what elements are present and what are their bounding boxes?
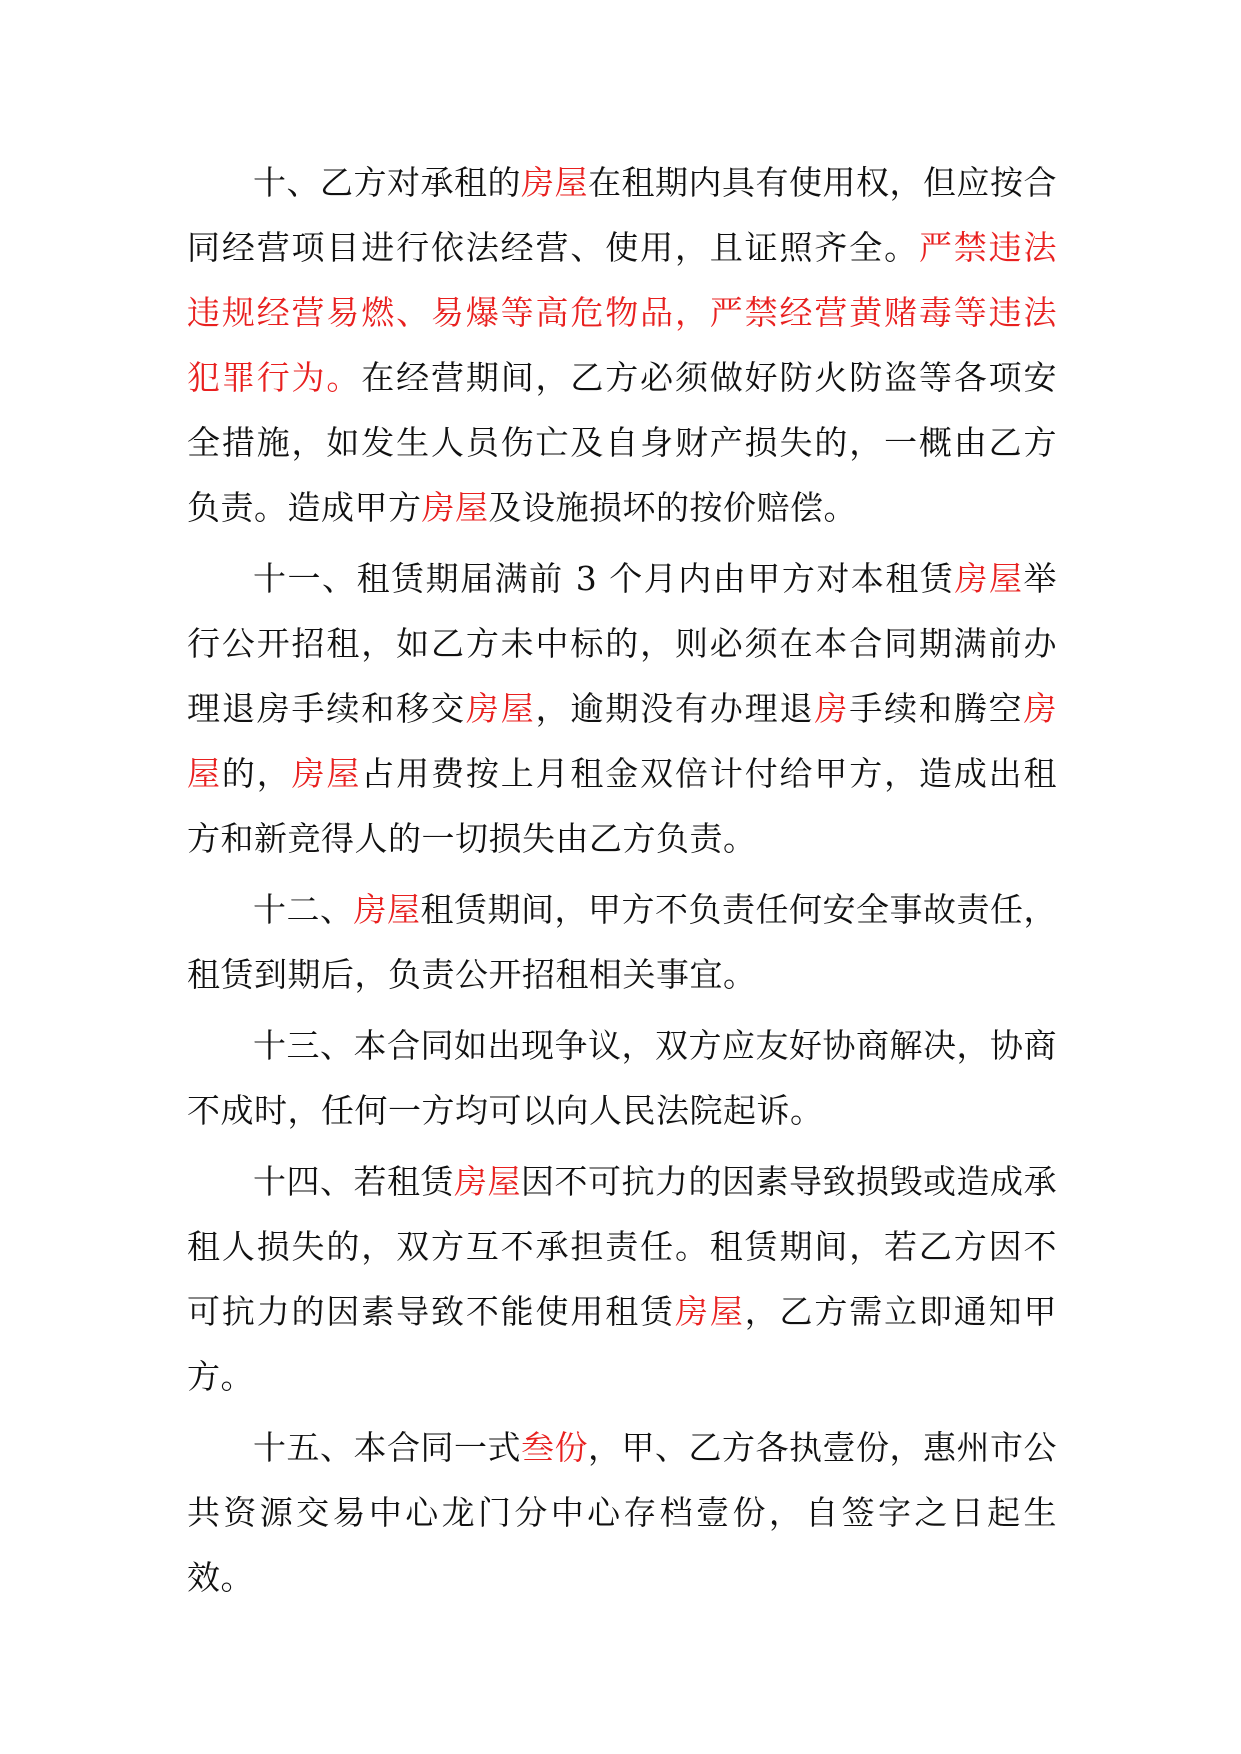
- clause-15: [187, 1415, 1057, 1610]
- clause-14: [187, 1149, 1057, 1409]
- clause-text: 十、乙方对承租的: [253, 163, 521, 202]
- clause-text: ，乙方需立即通知甲方。: [187, 1292, 1058, 1396]
- clause-text: 及设施损坏的按价赔偿。: [488, 488, 857, 527]
- highlighted-term: 房屋: [454, 1162, 521, 1201]
- clause-text: 十四、若租赁: [253, 1162, 454, 1201]
- highlighted-term: 房: [814, 689, 850, 728]
- highlighted-term: 房屋: [954, 559, 1024, 598]
- clause-10: [187, 150, 1057, 540]
- clause-text: ，逾期没有办理退: [535, 689, 815, 728]
- clause-text: 在租期内具有使用权，但应按合同经营项目进行依法经营、使用，且证照齐全。: [187, 163, 1057, 267]
- contract-clauses: [187, 150, 1057, 1616]
- clause-text: 十三、本合同如出现争议，双方应友好协商解决，协商不成时，任何一方均可以向人民法院起诉。: [187, 1026, 1057, 1130]
- clause-11: [187, 546, 1057, 871]
- clause-text: 租赁期间，甲方不负责任何安全事故责任，租赁到期后，负责公开招租相关事宜。: [187, 890, 1057, 994]
- highlighted-term: 房屋: [187, 689, 1058, 793]
- highlighted-term: 房屋: [465, 689, 536, 728]
- clause-text: 在经营期间，乙方必须做好防火防盗等各项安全措施，如发生人员伤亡及自身财产损失的，一概由乙方负责。造成甲方: [187, 358, 1058, 527]
- clause-text: 十二、: [253, 890, 354, 929]
- highlighted-term: 房屋: [674, 1292, 745, 1331]
- clause-12: [187, 877, 1057, 1007]
- clause-text: 手续和腾空: [849, 689, 1024, 728]
- highlighted-prohibition: 严禁违法违规经营易燃、易爆等高危物品，严禁经营黄赌毒等违法犯罪行为。: [187, 228, 1058, 397]
- highlighted-term: 房屋: [353, 890, 421, 929]
- clause-13: [187, 1013, 1057, 1143]
- clause-text: 占用费按上月租金双倍计付给甲方，造成出租方和新竞得人的一切损失由乙方负责。: [187, 754, 1058, 858]
- clause-text: 举行公开招租，如乙方未中标的，则必须在本合同期满前办理退房手续和移交: [187, 559, 1057, 728]
- clause-text: 因不可抗力的因素导致损毁或造成承租人损失的，双方互不承担责任。租赁期间，若乙方因不可抗力的因素导致不能使用租赁: [187, 1162, 1057, 1331]
- highlighted-term: 房屋: [421, 488, 489, 527]
- highlighted-copy-count: 叁份: [521, 1428, 588, 1467]
- clause-text: ，甲、乙方各执壹份，惠州市公共资源交易中心龙门分中心存档壹份，自签字之日起生效。: [187, 1428, 1057, 1597]
- highlighted-term: 房屋: [291, 754, 362, 793]
- clause-text: 的，: [221, 754, 292, 793]
- clause-text: 十五、本合同一式: [253, 1428, 521, 1467]
- clause-text: 十一、租赁期届满前 3 个月内由甲方对本租赁: [253, 559, 955, 598]
- highlighted-term: 房屋: [521, 163, 588, 202]
